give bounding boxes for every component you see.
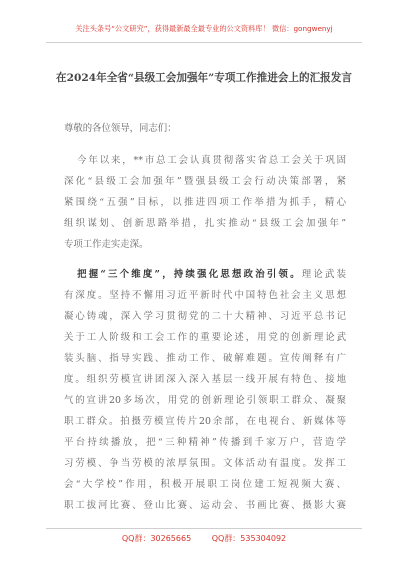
paragraph-2 bbox=[64, 264, 346, 516]
paragraph-1-line: 组织谋划、创新思路举措，扎实推动“县级工会加强年” bbox=[64, 218, 346, 229]
paragraph-2-line: 职工群众。拍摄劳模宣传片20余部，在电视台、新媒体等 bbox=[64, 416, 346, 427]
paragraph-2-first-line bbox=[64, 264, 346, 285]
paragraph-2-line: 关于工人阶级和工会工作的重要论述，用党的创新理论武 bbox=[64, 332, 346, 343]
paragraph-1-line: 今年以来，**市总工会认真贯彻落实省总工会关于巩固 bbox=[77, 155, 346, 166]
paragraph-2-line: 理论武装 bbox=[301, 269, 346, 280]
paragraph-2-heading: 把握“三个维度”，持续强化思想政治引领。 bbox=[77, 269, 302, 280]
paragraph-2-line: 度。组织劳模宣讲团深入深入基层一线开展有特色、接地 bbox=[64, 374, 346, 385]
paragraph-2-line: 平台持续播放，把“三种精神”传播到千家万户，营造学 bbox=[64, 437, 346, 448]
paragraph-1-line: 紧围绕“五强”目标，以推进四项工作举措为抓手，精心 bbox=[64, 197, 346, 208]
paragraph-2-line: 职工拔河比赛、登山比赛、运动会、书画比赛、摄影大赛 bbox=[64, 500, 346, 511]
paragraph-2-line: 会“大学校”作用，积极开展职工岗位建工短视频大赛、 bbox=[64, 479, 346, 490]
salutation: 尊敬的各位领导，同志们： bbox=[64, 123, 177, 134]
paragraph-2-line: 气的宣讲20多场次，用党的创新理论引领职工群众、凝聚 bbox=[64, 395, 346, 406]
footer-divider bbox=[46, 528, 362, 529]
header-banner: 关注头条号“公文研究”，获得最新最全最专业的公文资料库！ 微信：gongwenyj bbox=[75, 24, 333, 33]
footer bbox=[0, 533, 408, 544]
header-divider bbox=[46, 42, 362, 43]
document-title: 在2024年全省“县级工会加强年”专项工作推进会上的汇报发言 bbox=[56, 72, 352, 84]
footer-qq-group-1: QQ群：30265665 bbox=[121, 534, 192, 543]
paragraph-2-line: 装头脑、指导实践、推动工作、破解难题。宣传阐释有广 bbox=[64, 353, 346, 364]
paragraph-1-line: 专项工作走实走深。 bbox=[64, 239, 149, 250]
paragraph-1-line: 深化“县级工会加强年”暨强县级工会行动决策部署，紧 bbox=[64, 176, 346, 187]
paragraph-2-line: 凝心铸魂，深入学习贯彻党的二十大精神、习近平总书记 bbox=[64, 311, 346, 322]
paragraph-2-line: 有深度。坚持不懈用习近平新时代中国特色社会主义思想 bbox=[64, 290, 346, 301]
paragraph-2-line: 习劳模、争当劳模的浓厚氛围。文体活动有温度。发挥工 bbox=[64, 458, 346, 469]
footer-qq-group-2: QQ群：535304092 bbox=[211, 534, 287, 543]
paragraph-1 bbox=[64, 150, 346, 255]
